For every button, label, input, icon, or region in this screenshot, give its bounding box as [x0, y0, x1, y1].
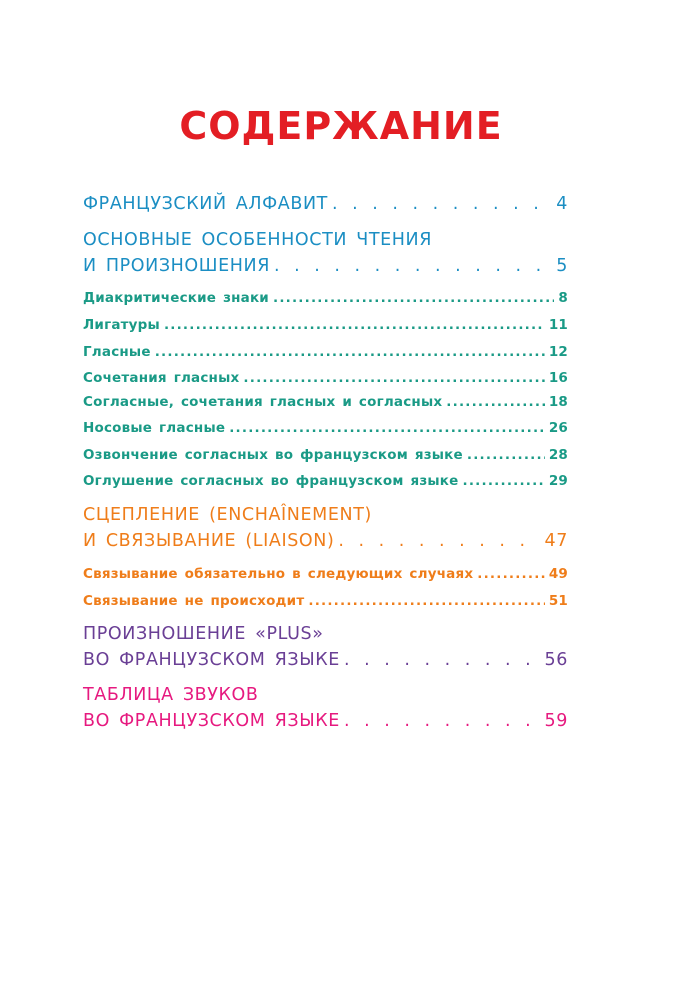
toc-page-number: 8	[558, 290, 568, 306]
toc-page-number: 29	[548, 473, 568, 489]
toc-page-number: 47	[544, 531, 568, 551]
toc-leader-dots	[332, 194, 552, 214]
toc-subentry-label: Сочетания гласных	[83, 370, 240, 386]
toc-subentry-label: Лигатуры	[83, 317, 160, 333]
toc-subentry	[83, 473, 568, 489]
page-title: СОДЕРЖАНИЕ	[179, 104, 503, 148]
toc-subentry	[83, 566, 568, 582]
toc-page-number: 11	[548, 317, 568, 333]
toc-subentry	[83, 420, 568, 436]
toc-leader-dots	[467, 447, 545, 463]
toc-subentry-label: Связывание не происходит	[83, 593, 305, 609]
toc-leader-dots	[274, 256, 552, 276]
toc-entry-label-line2: И СВЯЗЫВАНИЕ (LIAISON)	[83, 531, 335, 551]
toc-subentry	[83, 447, 568, 463]
toc-leader-dots	[344, 711, 541, 731]
toc-subentry-label: Диакритические знаки	[83, 290, 269, 306]
toc-subentry-label: Оглушение согласных во французском языке	[83, 473, 459, 489]
toc-page-number: 59	[544, 711, 568, 731]
toc-entry-liaison	[83, 505, 568, 551]
toc-leader-dots	[229, 420, 545, 436]
toc-entry-label-line1: ОСНОВНЫЕ ОСОБЕННОСТИ ЧТЕНИЯ	[83, 230, 432, 250]
toc-leader-dots	[308, 593, 544, 609]
toc-entry-plus	[83, 624, 568, 670]
toc-leader-dots	[446, 394, 545, 410]
toc-leader-dots	[477, 566, 545, 582]
toc-page-number: 28	[548, 447, 568, 463]
toc-page-number: 4	[556, 194, 568, 214]
toc-subentry	[83, 394, 568, 410]
toc-subentry	[83, 344, 568, 360]
toc-entry-label-line2: ВО ФРАНЦУЗСКОМ ЯЗЫКЕ	[83, 711, 340, 731]
toc-page-number: 26	[548, 420, 568, 436]
toc-subentry	[83, 290, 568, 306]
toc-page-number: 49	[548, 566, 568, 582]
toc-entry-alphabet	[83, 194, 568, 214]
toc-page-number: 56	[544, 650, 568, 670]
toc-leader-dots	[164, 317, 545, 333]
toc-entry-sounds	[83, 685, 568, 731]
toc-page-number: 5	[556, 256, 568, 276]
toc-subentry-label: Согласные, сочетания гласных и согласных	[83, 394, 443, 410]
toc-subentry	[83, 317, 568, 333]
toc-entry-label-line1: ПРОИЗНОШЕНИЕ «PLUS»	[83, 624, 324, 644]
toc-page-number: 51	[548, 593, 568, 609]
toc-subentry	[83, 593, 568, 609]
toc-leader-dots	[463, 473, 545, 489]
toc-entry-label-line1: ТАБЛИЦА ЗВУКОВ	[83, 685, 259, 705]
toc-page-number: 12	[548, 344, 568, 360]
toc-leader-dots	[344, 650, 541, 670]
toc-entry-label: ФРАНЦУЗСКИЙ АЛФАВИТ	[83, 194, 328, 214]
toc-entry-label-line2: И ПРОИЗНОШЕНИЯ	[83, 256, 270, 276]
toc-subentry-label: Носовые гласные	[83, 420, 226, 436]
toc-leader-dots	[338, 531, 540, 551]
toc-leader-dots	[155, 344, 545, 360]
toc-subentry-label: Связывание обязательно в следующих случаях	[83, 566, 474, 582]
toc-leader-dots	[273, 290, 554, 306]
toc-subentry-label: Озвончение согласных во французском языке	[83, 447, 463, 463]
toc-entry-label-line1: СЦЕПЛЕНИЕ (ENCHAÎNEMENT)	[83, 505, 372, 525]
toc-subentry-label: Гласные	[83, 344, 151, 360]
toc-page-number: 18	[548, 394, 568, 410]
toc-page-number: 16	[548, 370, 568, 386]
toc-entry-reading	[83, 230, 568, 276]
toc-entry-label-line2: ВО ФРАНЦУЗСКОМ ЯЗЫКЕ	[83, 650, 340, 670]
toc-leader-dots	[243, 370, 544, 386]
toc-subentry	[83, 370, 568, 386]
